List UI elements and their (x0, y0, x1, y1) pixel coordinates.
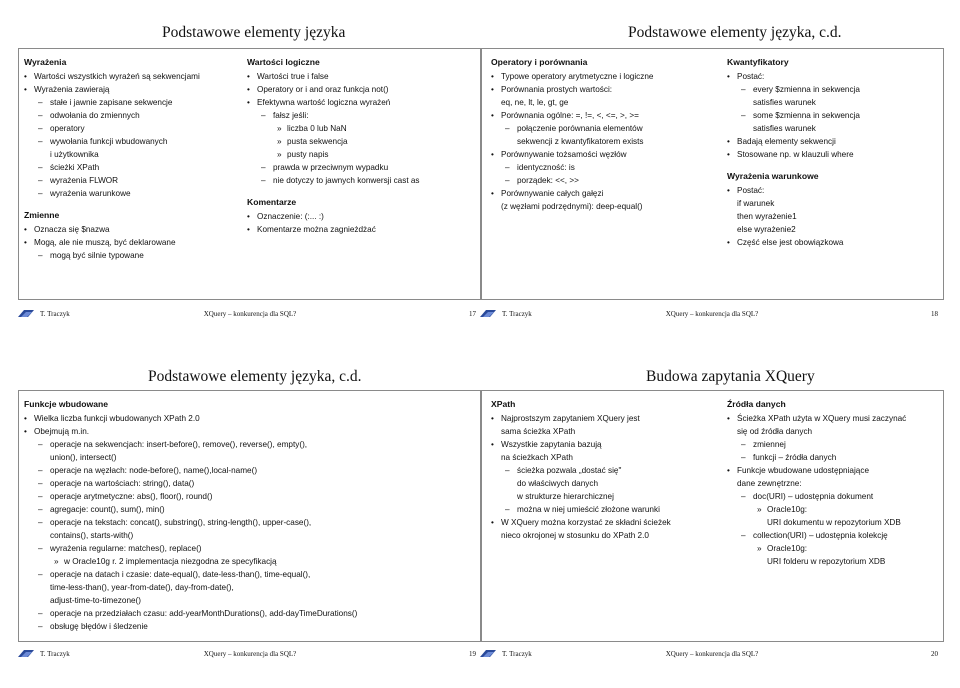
spacer (24, 200, 224, 208)
bullet-item: union(), intersect() (50, 453, 117, 462)
slide-frame (480, 390, 944, 642)
bullet-item: • Obejmują m.in. (24, 425, 474, 438)
section-heading: Komentarze (247, 197, 297, 207)
footer-title: XQuery – konkurencja dla SQL? (665, 310, 759, 318)
bullet-item: • Komentarze można zagnieżdżać (247, 223, 483, 236)
bullet-item: • Część else jest obowiązkowa (727, 236, 943, 249)
bullet-item: w strukturze hierarchicznej (517, 492, 614, 501)
bullet-item: • Wielka liczba funkcji wbudowanych XPath 2.0 (24, 412, 474, 425)
bullet-item: » w Oracle10g r. 2 implementacja niezgodna ze specyfikacją (24, 555, 474, 568)
bullet-item: • Porównania prostych wartości: (491, 83, 691, 96)
bullet-item: • Porównania ogólne: =, !=, <, <=, >, >= (491, 109, 691, 122)
bullet-item: – porządek: <<, >> (491, 174, 691, 187)
slide-frame (18, 48, 482, 300)
bullet-item: – agregacje: count(), sum(), min() (24, 503, 474, 516)
section-heading: Operatory i porównania (491, 57, 588, 67)
slide-title: Podstawowe elementy języka, c.d. (148, 368, 362, 385)
bullet-item: sekwencji z kwantyfikatorem exists (517, 137, 644, 146)
slide-column-right (727, 55, 943, 249)
bullet-item: – wyrażenia regularne: matches(), replace() (24, 542, 474, 555)
bullet-item: i użytkownika (50, 150, 99, 159)
bullet-item: • Typowe operatory arytmetyczne i logiczne (491, 70, 691, 83)
page-number: 19 (469, 650, 476, 658)
footer-author: T. Traczyk (40, 650, 70, 658)
slide-20 (480, 368, 944, 688)
bullet-item: then wyrażenie1 (737, 212, 797, 221)
bullet-item: – some $zmienna in sekwencja (727, 109, 943, 122)
bullet-item: • Wszystkie zapytania bazują (491, 438, 677, 451)
slide-frame (18, 390, 482, 642)
bullet-item: – ścieżki XPath (24, 161, 224, 174)
slide-19 (18, 368, 482, 688)
bullet-item: • Mogą, ale nie muszą, być deklarowane (24, 236, 224, 249)
slide-title: Budowa zapytania XQuery (646, 368, 815, 385)
bullet-item: • Wartości wszystkich wyrażeń są sekwencjami (24, 70, 224, 83)
bullet-item: – wyrażenia FLWOR (24, 174, 224, 187)
bullet-item: contains(), starts-with() (50, 531, 134, 540)
spacer (247, 187, 483, 195)
footer-title: XQuery – konkurencja dla SQL? (665, 650, 759, 658)
bullet-item: • Oznaczenie: (:... :) (247, 210, 483, 223)
section-heading: Funkcje wbudowane (24, 399, 109, 409)
page-number: 20 (931, 650, 938, 658)
bullet-item: » pusty napis (247, 148, 483, 161)
bullet-item: – fałsz jeśli: (247, 109, 483, 122)
bullet-item: – można w niej umieścić złożone warunki (491, 503, 677, 516)
bullet-item: • Efektywna wartość logiczna wyrażeń (247, 96, 483, 109)
bullet-item: – operatory (24, 122, 224, 135)
bullet-item: • Porównywanie całych gałęzi (491, 187, 691, 200)
page-number: 18 (931, 310, 938, 318)
bullet-item: URI folderu w repozytorium XDB (767, 557, 886, 566)
bullet-item: • Funkcje wbudowane udostępniające (727, 464, 943, 477)
bullet-item: • Porównywanie tożsamości węzłów (491, 148, 691, 161)
bullet-item: » Oracle10g: (727, 542, 943, 555)
bullet-item: nieco okrojonej w stosunku do XPath 2.0 (501, 531, 649, 540)
bullet-item: • W XQuery można korzystać ze składni ścieżek (491, 516, 677, 529)
bullet-item: (z węzłami podrzędnymi): deep-equal() (501, 202, 643, 211)
slide-column-left (24, 397, 474, 633)
bullet-item: się od źródła danych (737, 427, 813, 436)
bullet-item: dane zewnętrzne: (737, 479, 802, 488)
slide-column-right (727, 397, 943, 568)
bullet-item: – zmiennej (727, 438, 943, 451)
bullet-item: – nie dotyczy to jawnych konwersji cast as (247, 174, 483, 187)
bullet-item: satisfies warunek (753, 98, 816, 107)
bullet-item: • Ścieżka XPath użyta w XQuery musi zaczynać (727, 412, 943, 425)
bullet-item: time-less-than(), year-from-date(), day-from-date(), (50, 583, 234, 592)
section-heading: Wyrażenia warunkowe (727, 171, 819, 181)
slide-column-right (247, 55, 483, 236)
bullet-item: – odwołania do zmiennych (24, 109, 224, 122)
bullet-item: • Postać: (727, 184, 943, 197)
section-heading: Zmienne (24, 210, 60, 220)
bullet-item: » pusta sekwencja (247, 135, 483, 148)
bullet-item: – collection(URI) – udostępnia kolekcję (727, 529, 943, 542)
bullet-item: » liczba 0 lub NaN (247, 122, 483, 135)
page-number: 17 (469, 310, 476, 318)
bullet-item: satisfies warunek (753, 124, 816, 133)
bullet-item: – operacje na wartościach: string(), data() (24, 477, 474, 490)
section-heading: XPath (491, 399, 516, 409)
bullet-item: sama ścieżka XPath (501, 427, 576, 436)
bullet-item: – stałe i jawnie zapisane sekwencje (24, 96, 224, 109)
bullet-item: – every $zmienna in sekwencja (727, 83, 943, 96)
bullet-item: – mogą być silnie typowane (24, 249, 224, 262)
bullet-item: – wyrażenia warunkowe (24, 187, 224, 200)
footer-author: T. Traczyk (40, 310, 70, 318)
bullet-item: if warunek (737, 199, 775, 208)
bullet-item: – prawda w przeciwnym wypadku (247, 161, 483, 174)
bullet-item: – funkcji – źródła danych (727, 451, 943, 464)
bullet-item: eq, ne, lt, le, gt, ge (501, 98, 569, 107)
slide-title: Podstawowe elementy języka, c.d. (628, 24, 842, 41)
slide-17 (18, 24, 482, 344)
section-heading: Wyrażenia (24, 57, 67, 67)
bullet-item: • Postać: (727, 70, 943, 83)
section-heading: Źródła danych (727, 399, 786, 409)
bullet-item: – operacje na tekstach: concat(), substring(), string-length(), upper-case(), (24, 516, 474, 529)
bullet-item: – doc(URI) – udostępnia dokument (727, 490, 943, 503)
slide-18 (480, 24, 944, 344)
footer-author: T. Traczyk (502, 310, 532, 318)
slide-column-left (491, 55, 691, 213)
bullet-item: – operacje na datach i czasie: date-equal(), date-less-than(), time-equal(), (24, 568, 474, 581)
slide-frame (480, 48, 944, 300)
bullet-item: – operacje na węzłach: node-before(), name(),local-name() (24, 464, 474, 477)
bullet-item: – wywołania funkcji wbudowanych (24, 135, 224, 148)
bullet-item: – identyczność: is (491, 161, 691, 174)
bullet-item: • Wartości true i false (247, 70, 483, 83)
slide-column-left (491, 397, 677, 542)
spacer (727, 161, 943, 169)
bullet-item: else wyrażenie2 (737, 225, 796, 234)
footer-author: T. Traczyk (502, 650, 532, 658)
bullet-item: – obsługę błędów i śledzenie (24, 620, 474, 633)
bullet-item: – ścieżka pozwala „dostać się" (491, 464, 677, 477)
bullet-item: • Badają elementy sekwencji (727, 135, 943, 148)
bullet-item: • Najprostszym zapytaniem XQuery jest (491, 412, 677, 425)
bullet-item: • Wyrażenia zawierają (24, 83, 224, 96)
bullet-item: • Stosowane np. w klauzuli where (727, 148, 943, 161)
section-heading: Kwantyfikatory (727, 57, 789, 67)
bullet-item: do właściwych danych (517, 479, 599, 488)
bullet-item: – operacje arytmetyczne: abs(), floor(), round() (24, 490, 474, 503)
bullet-item: – operacje na sekwencjach: insert-before(), remove(), reverse(), empty(), (24, 438, 474, 451)
slide-column-left (24, 55, 224, 262)
bullet-item: URI dokumentu w repozytorium XDB (767, 518, 901, 527)
bullet-item: • Oznacza się $nazwa (24, 223, 224, 236)
section-heading: Wartości logiczne (247, 57, 320, 67)
bullet-item: – połączenie porównania elementów (491, 122, 691, 135)
footer-title: XQuery – konkurencja dla SQL? (203, 650, 297, 658)
bullet-item: na ścieżkach XPath (501, 453, 573, 462)
bullet-item: » Oracle10g: (727, 503, 943, 516)
footer-title: XQuery – konkurencja dla SQL? (203, 310, 297, 318)
slide-title: Podstawowe elementy języka (162, 24, 346, 41)
bullet-item: adjust-time-to-timezone() (50, 596, 141, 605)
bullet-item: • Operatory or i and oraz funkcja not() (247, 83, 483, 96)
bullet-item: – operacje na przedziałach czasu: add-yearMonthDurations(), add-dayTimeDurations() (24, 607, 474, 620)
